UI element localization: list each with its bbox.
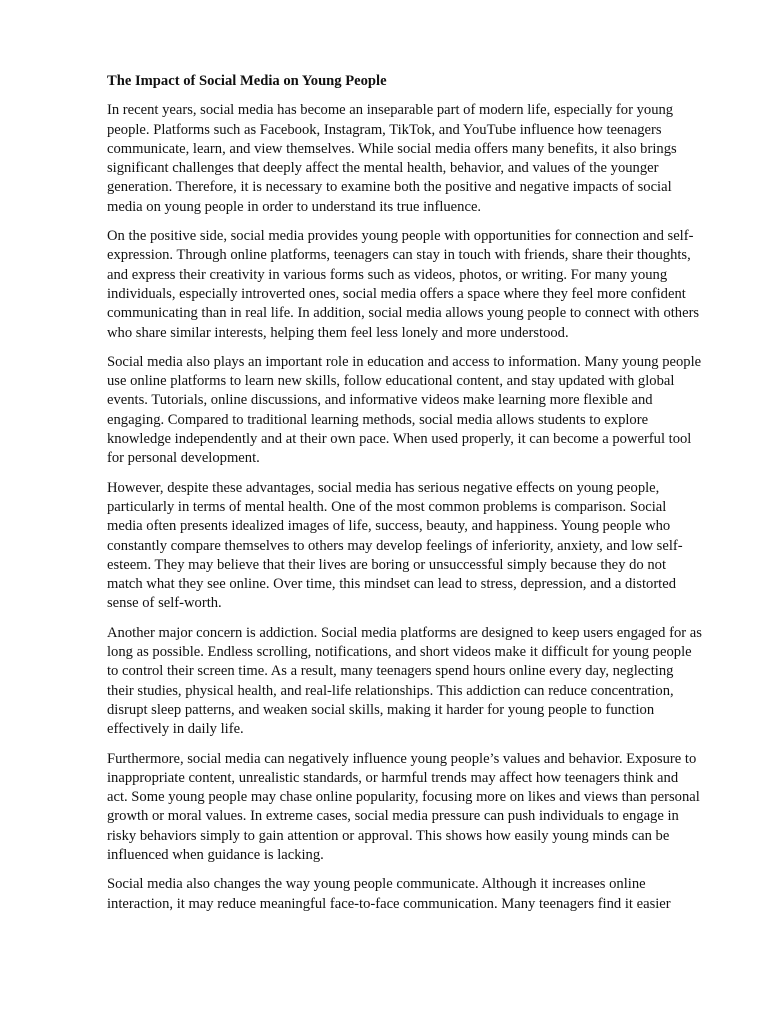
document-title: The Impact of Social Media on Young People	[107, 73, 387, 89]
document-body	[107, 72, 702, 924]
paragraph-values-behavior: Furthermore, social media can negatively influence young people’s values and behavior. Exposure to inappropriate content, unrealistic standards, or harmful trends may affect how teenagers think and act. Some young people may chase online popularity, focusing more on likes and views than personal growth or moral values. In extreme cases, social media pressure can push individuals to engage in risky behaviors simply to gain attention or approval. This shows how easily young minds can be influenced when guidance is lacking.	[107, 750, 700, 863]
paragraph-addiction: Another major concern is addiction. Social media platforms are designed to keep users engaged for as long as possible. Endless scrolling, notifications, and short videos make it difficult for young people to control their screen time. As a result, many teenagers spend hours online every day, neglecting their studies, physical health, and real-life relationships. This addiction can reduce concentration, disrupt sleep patterns, and weaken social skills, making it harder for young people to function effectively in daily life.	[107, 624, 702, 738]
paragraph-introduction: In recent years, social media has become an inseparable part of modern life, especially for young people. Platforms such as Facebook, Instagram, TikTok, and YouTube influence how teenagers communicate, learn, and view themselves. While social media offers many benefits, it also brings significant challenges that deeply affect the mental health, behavior, and values of the younger generation. Therefore, it is necessary to examine both the positive and negative impacts of social media on young people in order to understand its true influence.	[107, 102, 677, 215]
paragraph-education: Social media also plays an important role in education and access to information. Many young people use online platforms to learn new skills, follow educational content, and stay updated with global events. Tutorials, online discussions, and informative videos make learning more flexible and engaging. Compared to traditional learning methods, social media allows students to explore knowledge independently and at their own pace. When used properly, it can become a powerful tool for personal development.	[107, 353, 702, 467]
paragraph-positive-connection: On the positive side, social media provides young people with opportunities for connection and self-expression. Through online platforms, teenagers can stay in touch with friends, share their thoughts, and express their creativity in various forms such as videos, photos, or writing. For many young individuals, especially introverted ones, social media offers a space where they feel more confident communicating than in real life. In addition, social media allows young people to connect with others who share similar interests, helping them feel less lonely and more understood.	[107, 228, 700, 341]
paragraph-communication: Social media also changes the way young people communicate. Although it increases online interaction, it may reduce meaningful face-to-face communication. Many teenagers find it easier	[107, 876, 671, 912]
paragraph-mental-health: However, despite these advantages, social media has serious negative effects on young people, particularly in terms of mental health. One of the most common problems is comparison. Social media often presents idealized images of life, success, beauty, and happiness. Young people who constantly compare themselves to others may develop feelings of inferiority, anxiety, and low self-esteem. They may believe that their lives are boring or unsuccessful simply because they do not match what they see online. Over time, this mindset can lead to stress, depression, and a distorted sense of self-worth.	[107, 479, 683, 612]
